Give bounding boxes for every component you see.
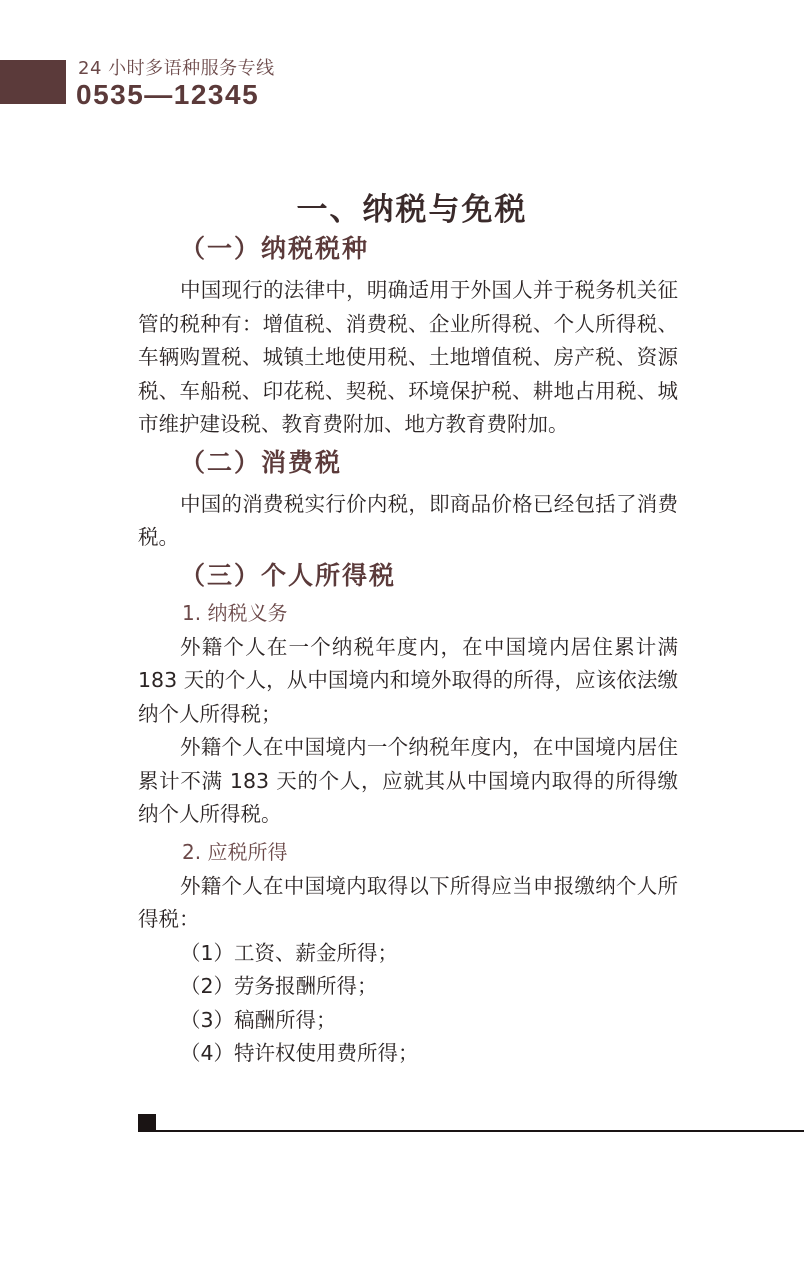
item-heading-taxable-income: 2. 应税所得 xyxy=(182,839,288,864)
list-item: （1）工资、薪金所得； xyxy=(180,940,399,965)
paragraph-obligation-nonresident: 外籍个人在中国境内一个纳税年度内，在中国境内居住累计不满 183 天的个人，应就其从中国境内取得的所得缴纳个人所得税。 xyxy=(138,735,678,826)
section-title: 一、纳税与免税 xyxy=(296,192,528,228)
paragraph-tax-types: 中国现行的法律中，明确适用于外国人并于税务机关征管的税种有：增值税、消费税、企业所得税、个人所得税、车辆购置税、城镇土地使用税、土地增值税、房产税、资源税、车船税、印花税、契税、环境保护税、耕地占用税、城市维护建设税、教育费附加、地方教育费附加。 xyxy=(138,278,678,436)
hotline-label: 24 小时多语种服务专线 xyxy=(78,58,275,79)
paragraph-taxable-income: 外籍个人在中国境内取得以下所得应当申报缴纳个人所得税： xyxy=(138,873,678,931)
list-item: （4）特许权使用费所得； xyxy=(180,1041,419,1065)
header-color-bar xyxy=(0,60,66,104)
page-content xyxy=(138,190,678,1071)
hotline-number: 0535—12345 xyxy=(76,79,260,110)
subsection-heading-income-tax: （三）个人所得税 xyxy=(180,560,397,590)
paragraph-obligation-resident: 外籍个人在一个纳税年度内，在中国境内居住累计满 183 天的个人，从中国境内和境外取得的所得，应该依法缴纳个人所得税； xyxy=(138,634,678,726)
subsection-heading-consumption-tax: （二）消费税 xyxy=(180,447,343,477)
footer-divider xyxy=(156,1130,804,1132)
subsection-heading-tax-types: （一）纳税税种 xyxy=(180,234,370,263)
list-item: （2）劳务报酬所得； xyxy=(180,974,378,998)
footer-square-marker xyxy=(138,1114,156,1132)
item-heading-tax-obligation: 1. 纳税义务 xyxy=(182,600,288,625)
list-item: （3）稿酬所得； xyxy=(180,1007,337,1032)
paragraph-consumption-tax: 中国的消费税实行价内税，即商品价格已经包括了消费税。 xyxy=(138,491,678,549)
